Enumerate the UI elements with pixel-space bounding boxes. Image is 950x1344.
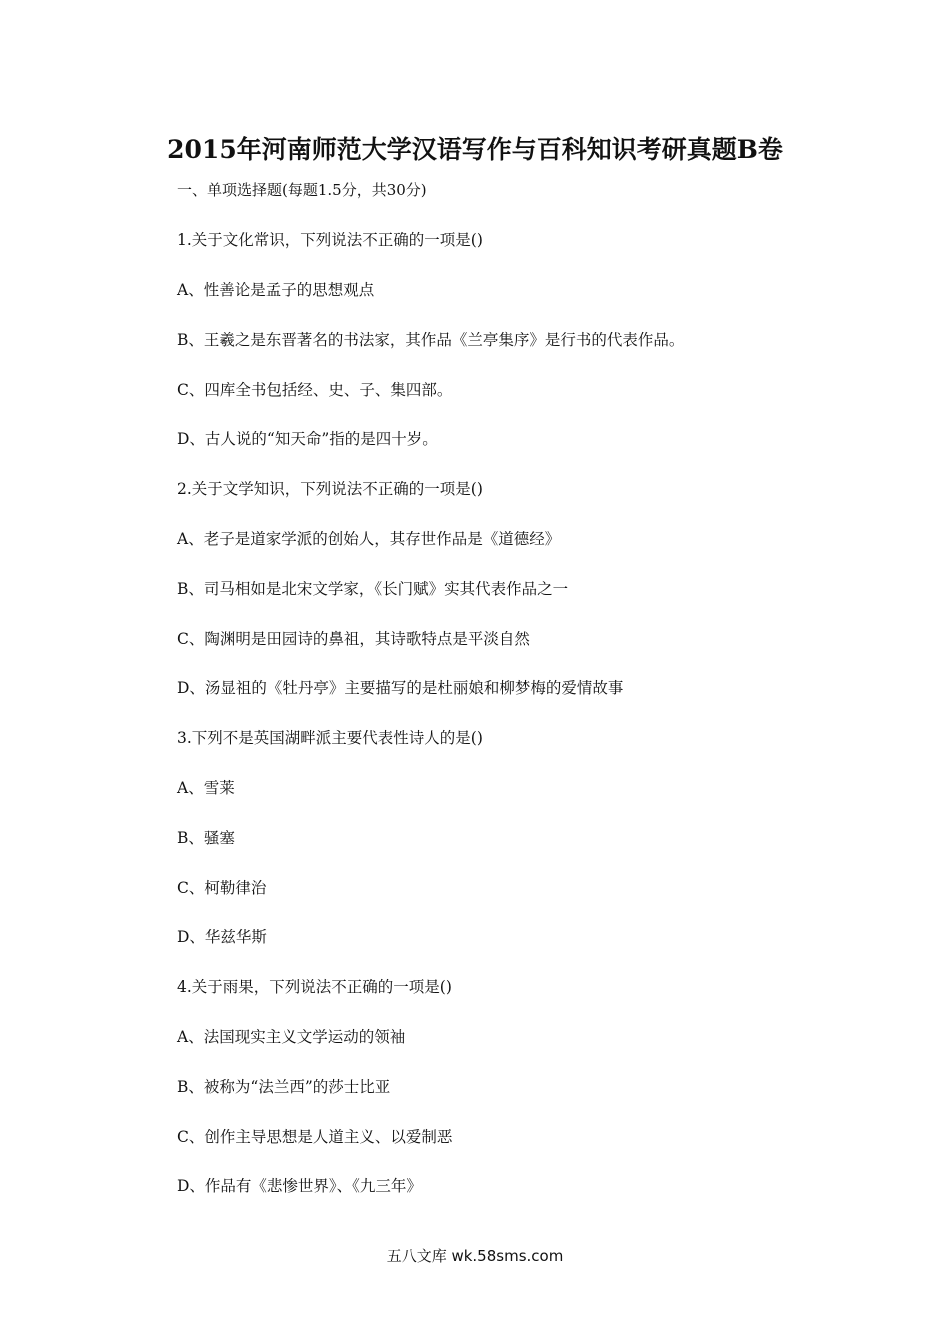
page-footer: 五八文库 wk.58sms.com (386, 1247, 564, 1265)
question-4: 4.关于雨果，下列说法不正确的一项是() (177, 978, 452, 996)
question-3-option-a: A、雪莱 (177, 779, 235, 797)
document-title: 2015年河南师范大学汉语写作与百科知识考研真题B卷 (167, 135, 783, 164)
question-1: 1.关于文化常识，下列说法不正确的一项是() (177, 231, 483, 249)
question-4-option-d: D、作品有《悲惨世界》、《九三年》 (177, 1177, 422, 1195)
question-2-option-c: C、陶渊明是田园诗的鼻祖，其诗歌特点是平淡自然 (177, 630, 530, 648)
question-2-option-a: A、老子是道家学派的创始人，其存世作品是《道德经》 (177, 530, 561, 548)
question-3-option-c: C、柯勒律治 (177, 879, 267, 897)
question-1-option-b: B、王羲之是东晋著名的书法家，其作品《兰亭集序》是行书的代表作品。 (177, 331, 685, 349)
question-2-option-d: D、汤显祖的《牡丹亭》主要描写的是杜丽娘和柳梦梅的爱情故事 (177, 679, 624, 697)
section-heading: 一、单项选择题(每题1.5分，共30分) (177, 181, 427, 199)
question-4-option-b: B、被称为“法兰西”的莎士比亚 (177, 1078, 391, 1096)
question-3: 3.下列不是英国湖畔派主要代表性诗人的是() (177, 729, 483, 747)
question-2: 2.关于文学知识，下列说法不正确的一项是() (177, 480, 483, 498)
question-1-option-d: D、古人说的“知天命”指的是四十岁。 (177, 430, 438, 448)
question-3-option-d: D、华兹华斯 (177, 928, 267, 946)
question-1-option-c: C、四库全书包括经、史、子、集四部。 (177, 381, 453, 399)
question-4-option-c: C、创作主导思想是人道主义、以爱制恶 (177, 1128, 453, 1146)
question-1-option-a: A、性善论是孟子的思想观点 (177, 281, 375, 299)
question-3-option-b: B、骚塞 (177, 829, 235, 847)
question-4-option-a: A、法国现实主义文学运动的领袖 (177, 1028, 406, 1046)
question-2-option-b: B、司马相如是北宋文学家，《长门赋》实其代表作品之一 (177, 580, 569, 598)
